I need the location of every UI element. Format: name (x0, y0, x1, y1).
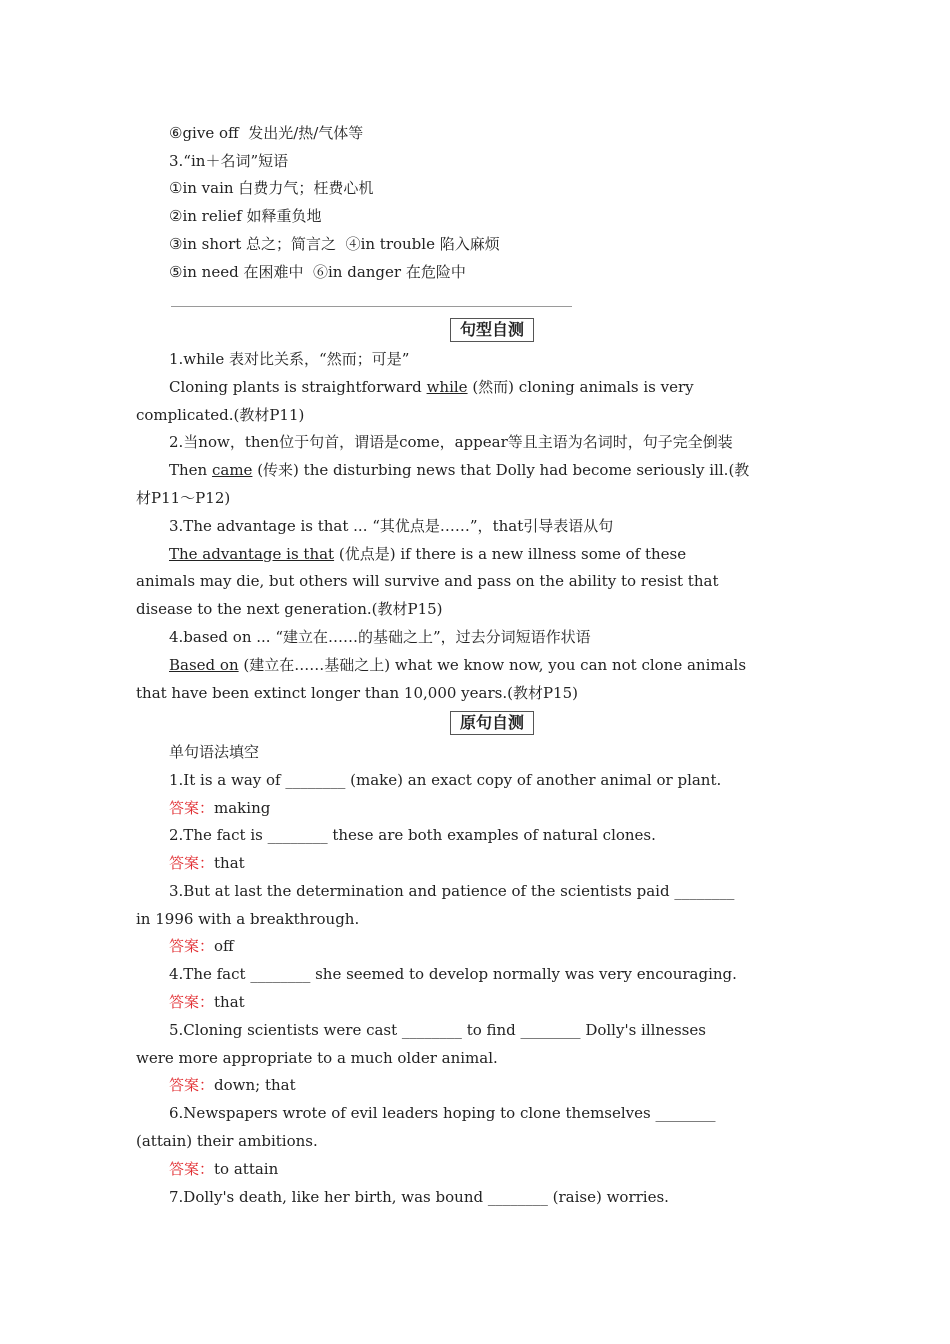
question-7: 7.Dolly's death, like her birth, was bound ________ (raise) worries. (169, 1188, 669, 1206)
pattern-4-example (169, 655, 746, 675)
pattern-2-example-cont: 材P11～P12) (136, 489, 231, 507)
pattern-1-example-cont: complicated.(教材P11) (136, 406, 305, 424)
answer-label: 答案： (169, 993, 215, 1011)
answer-label: 答案： (169, 1076, 215, 1094)
pattern-1-pre: Cloning plants is straightforward (169, 378, 427, 396)
in-phrases-title-text: 3.“in＋名词”短语 (169, 152, 289, 170)
pattern-2-example (169, 460, 749, 480)
answer-6-text: to attain (214, 1160, 279, 1178)
question-5: 5.Cloning scientists were cast ________ to find ________ Dolly's illnesses (169, 1021, 706, 1039)
answer-label: 答案： (169, 799, 215, 817)
phrase-in-need-danger: ⑤in need 在困难中 ⑥in danger 在危险中 (169, 263, 466, 281)
question-2: 2.The fact is ________ these are both examples of natural clones. (169, 826, 656, 844)
section-divider (171, 306, 572, 307)
pattern-1-post: (然而) cloning animals is very (467, 378, 694, 396)
answer-4 (169, 992, 245, 1012)
pattern-3-example (169, 544, 686, 564)
phrase-give-off: ⑥give off 发出光/热/气体等 (169, 124, 364, 142)
phrase-in-vain: ①in vain 白费力气；枉费心机 (169, 179, 374, 197)
answer-1 (169, 798, 270, 818)
pattern-2-answer: came (211, 461, 253, 479)
pattern-2-title: 2.当now，then位于句首，谓语是come，appear等且主语为名词时，句子完全倒装 (169, 433, 733, 451)
pattern-4-answer: Based on (169, 656, 239, 674)
answer-5-text: down; that (214, 1076, 296, 1094)
question-6: 6.Newspapers wrote of evil leaders hoping to clone themselves ________ (169, 1104, 716, 1122)
answer-1-text: making (214, 799, 271, 817)
pattern-3-answer: The advantage is that (169, 545, 335, 563)
question-5-cont: were more appropriate to a much older animal. (136, 1049, 498, 1067)
exercise-subtitle: 单句语法填空 (169, 743, 260, 761)
answer-label: 答案： (169, 1160, 215, 1178)
answer-label: 答案： (169, 854, 215, 872)
pattern-3-title: 3.The advantage is that ... “其优点是……”，that引导表语从句 (169, 517, 614, 535)
section-heading-sentence-patterns: 句型自测 (450, 318, 534, 342)
pattern-4-example-cont: that have been extinct longer than 10,000 years.(教材P15) (136, 684, 578, 702)
answer-6 (169, 1159, 278, 1179)
answer-2-text: that (214, 854, 245, 872)
question-6-cont: (attain) their ambitions. (136, 1132, 318, 1150)
pattern-3-example-cont-2: disease to the next generation.(教材P15) (136, 600, 443, 618)
question-1: 1.It is a way of ________ (make) an exact copy of another animal or plant. (169, 771, 722, 789)
question-3: 3.But at last the determination and patience of the scientists paid ________ (169, 882, 735, 900)
answer-3 (169, 936, 234, 956)
phrase-in-short-trouble: ③in short 总之；简言之 ④in trouble 陷入麻烦 (169, 235, 500, 253)
pattern-1-example (169, 377, 694, 397)
phrase-in-relief: ②in relief 如释重负地 (169, 207, 322, 225)
answer-4-text: that (214, 993, 245, 1011)
pattern-4-post: (建立在……基础之上) what we know now, you can not clone animals (238, 656, 747, 674)
answer-5 (169, 1075, 296, 1095)
section-heading-original-sentences: 原句自测 (450, 711, 534, 735)
question-3-cont: in 1996 with a breakthrough. (136, 910, 360, 928)
pattern-3-post: (优点是) if there is a new illness some of these (334, 545, 687, 563)
pattern-1-title: 1.while 表对比关系，“然而；可是” (169, 350, 410, 368)
pattern-2-pre: Then (169, 461, 212, 479)
answer-2 (169, 853, 245, 873)
answer-label: 答案： (169, 937, 215, 955)
pattern-4-title: 4.based on ... “建立在……的基础之上”，过去分词短语作状语 (169, 628, 591, 646)
answer-3-text: off (214, 937, 234, 955)
question-4: 4.The fact ________ she seemed to develop normally was very encouraging. (169, 965, 737, 983)
pattern-3-example-cont-1: animals may die, but others will survive and pass on the ability to resist that (136, 572, 719, 590)
pattern-1-answer: while (426, 378, 468, 396)
in-phrases-title (169, 151, 288, 171)
pattern-2-post: (传来) the disturbing news that Dolly had become seriously ill.(教 (252, 461, 750, 479)
